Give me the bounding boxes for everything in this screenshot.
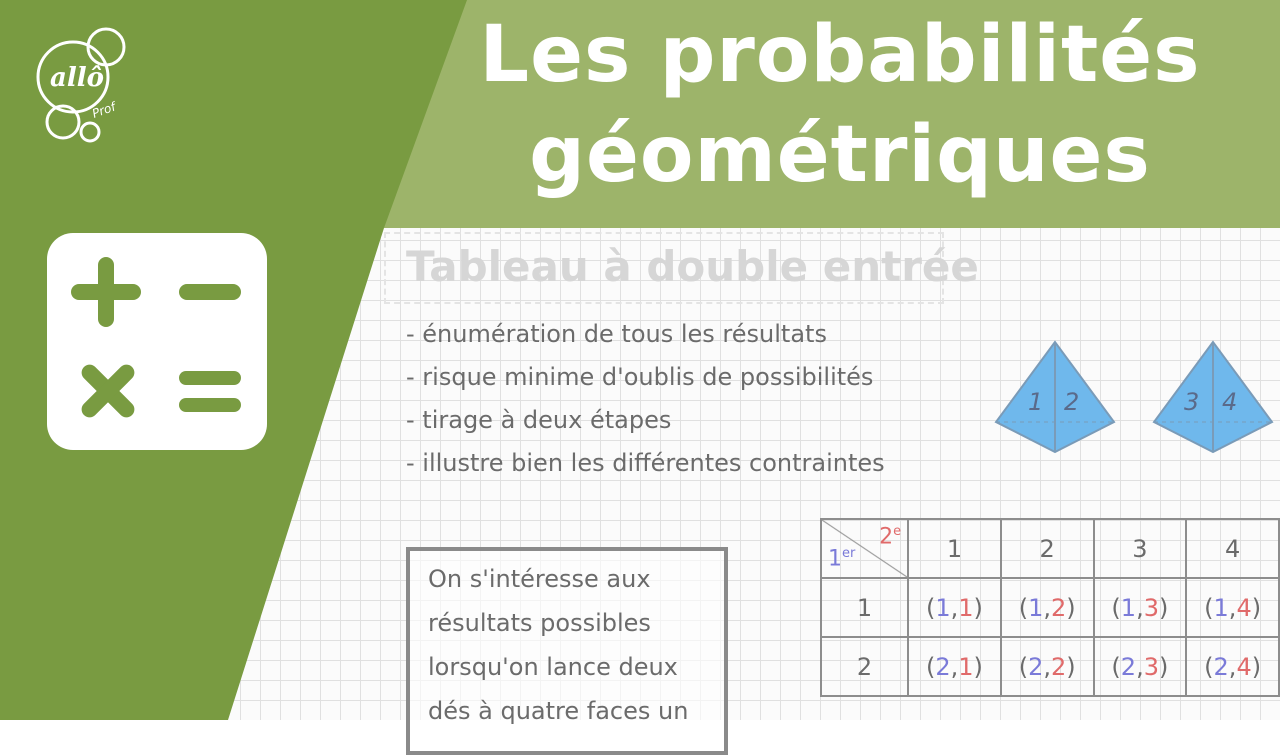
- equals-icon: [179, 371, 241, 412]
- outcomes-table: [820, 518, 1280, 697]
- bullet-item: - illustre bien les différentes contraintes: [406, 449, 885, 477]
- explanation-line: résultats possibles: [428, 609, 651, 637]
- tetrahedral-die-1: [994, 340, 1116, 454]
- die-2-face-right: 4: [1222, 388, 1238, 416]
- logo-brand-sub: Prof: [90, 99, 118, 121]
- table-cell: (2,1): [908, 637, 1001, 696]
- section-title: Tableau à double entrée: [406, 242, 979, 291]
- table-row: [821, 637, 1279, 696]
- table-cell: (1,3): [1094, 578, 1187, 637]
- die-2-face-left: 3: [1184, 388, 1200, 416]
- title-line-2: géométriques: [529, 110, 1151, 200]
- title-line-1: Les probabilités: [479, 10, 1201, 100]
- explanation-line: dés à quatre faces un: [428, 697, 689, 725]
- row-header: 1: [821, 578, 908, 637]
- bullet-item: - énumération de tous les résultats: [406, 320, 827, 348]
- col-header: 4: [1186, 519, 1279, 578]
- table-cell: (1,4): [1186, 578, 1279, 637]
- die-1-face-right: 2: [1064, 388, 1080, 416]
- col-header: 2: [1001, 519, 1094, 578]
- table-cell: (2,4): [1186, 637, 1279, 696]
- plus-icon: [71, 257, 141, 327]
- logo-brand: allô: [50, 63, 104, 93]
- minus-icon: [179, 284, 241, 300]
- multiply-icon: [60, 343, 156, 439]
- explanation-line: On s'intéresse aux: [428, 565, 651, 593]
- table-cell: (2,3): [1094, 637, 1187, 696]
- table-cell: (1,2): [1001, 578, 1094, 637]
- bullet-item: - tirage à deux étapes: [406, 406, 672, 434]
- math-operations-tile: [47, 233, 267, 450]
- die-1-face-left: 1: [1028, 388, 1044, 416]
- table-row: [821, 578, 1279, 637]
- allo-prof-logo: [28, 22, 138, 152]
- col-header: 1: [908, 519, 1001, 578]
- corner-first-label: 1er: [828, 545, 856, 571]
- bullet-item: - risque minime d'oublis de possibilités: [406, 363, 874, 391]
- explanation-box: [406, 547, 728, 755]
- table-corner-cell: [821, 519, 908, 578]
- corner-second-label: 2e: [879, 524, 902, 550]
- table-header-row: [821, 519, 1279, 578]
- tetrahedral-die-2: [1152, 340, 1274, 454]
- bullet-list: [406, 314, 885, 486]
- row-header: 2: [821, 637, 908, 696]
- table-cell: (2,2): [1001, 637, 1094, 696]
- explanation-line: lorsqu'on lance deux: [428, 653, 678, 681]
- col-header: 3: [1094, 519, 1187, 578]
- table-cell: (1,1): [908, 578, 1001, 637]
